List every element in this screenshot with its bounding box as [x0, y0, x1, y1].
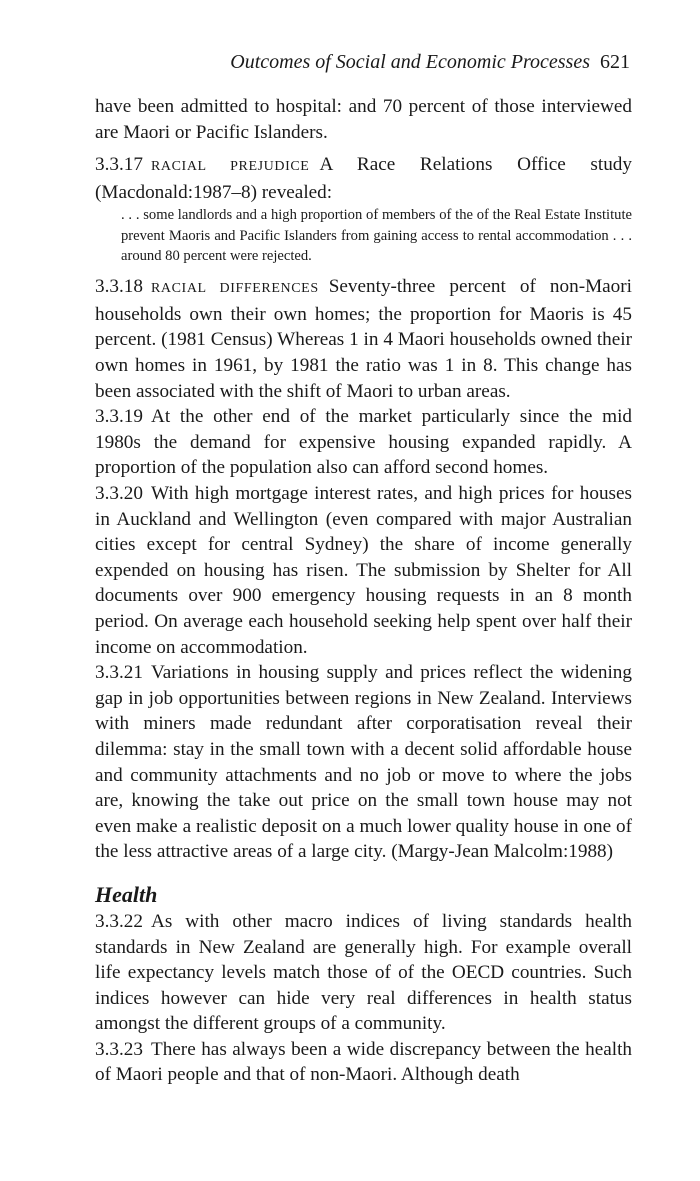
- paragraph-number: 3.3.18: [95, 276, 143, 298]
- paragraph-number: 3.3.21: [95, 662, 143, 684]
- paragraph-3-3-22: [95, 909, 632, 1037]
- paragraph-3-3-21: [95, 660, 632, 865]
- paragraph-label: RACIAL PREJUDICE: [150, 159, 310, 175]
- page-number: 621: [600, 51, 630, 73]
- paragraph-label: RACIAL DIFFERENCES: [150, 281, 319, 297]
- paragraph-text: A Race Relations Office study (Macdonald:1987–8) revealed:: [95, 154, 632, 203]
- quote-text: . . . some landlords and a high proportion of members of the of the Real Estate Institute prevent Maoris and Pacific Islanders from gaining access to rental accommodation . . . around 80 percent were rejected.: [121, 207, 632, 264]
- paragraph-text: With high mortgage interest rates, and high prices for houses in Auckland and Wellington (even compared with major Australian cities except for central Sydney) the share of income generally expended on housing has risen. The submission by Shelter for All documents over 900 emergency housing requests in an 8 month period. On average each household seeking help spent over half their income on accommodation.: [95, 483, 632, 658]
- paragraph-number: 3.3.19: [95, 406, 143, 428]
- running-header: [95, 50, 630, 74]
- page-body: [95, 94, 632, 1088]
- paragraph-3-3-23: [95, 1037, 632, 1088]
- paragraph-number: 3.3.22: [95, 910, 143, 932]
- section-heading-health: Health: [95, 881, 158, 907]
- paragraph-3-3-18: [95, 274, 632, 404]
- paragraph-number: 3.3.17: [95, 154, 143, 176]
- paragraph-3-3-17: [95, 152, 632, 205]
- paragraph-number: 3.3.23: [95, 1038, 143, 1060]
- paragraph-number: 3.3.20: [95, 483, 143, 505]
- paragraph-3-3-19: [95, 404, 632, 481]
- paragraph-text: Variations in housing supply and prices reflect the widening gap in job opportunities between regions in New Zealand. Interviews with miners made redundant after corporatisation reveal their dilemma: stay in the small town with a decent solid affordable house and community attachments and no job or move to where the jobs are, knowing the take out price on the small town house may not even make a realistic deposit on a much lower quality house in one of the less attractive areas of a large city. (Margy-Jean Malcolm:1988): [95, 662, 632, 863]
- paragraph-text: have been admitted to hospital: and 70 percent of those interviewed are Maori or Pacific Islanders.: [95, 96, 632, 143]
- paragraph-text: At the other end of the market particularly since the mid 1980s the demand for expensive housing expanded rapidly. A proportion of the population also can afford second homes.: [95, 406, 632, 479]
- paragraph-3-3-20: [95, 481, 632, 660]
- running-title: Outcomes of Social and Economic Processes: [230, 51, 590, 73]
- block-quote: [121, 205, 632, 266]
- paragraph-text: Seventy-three percent of non-Maori households own their own homes; the proportion for Maoris is 45 percent. (1981 Census) Whereas 1 in 4 Maori households owned their own homes in 1961, by 1981 the ratio was 1 in 8. This change has been associated with the shift of Maori to urban areas.: [95, 276, 632, 402]
- paragraph-continued: [95, 94, 632, 145]
- paragraph-text: As with other macro indices of living standards health standards in New Zealand are generally high. For example overall life expectancy levels match those of of the OECD countries. Such indices however can hide very real differences in health status amongst the different groups of a community.: [95, 910, 632, 1035]
- paragraph-text: There has always been a wide discrepancy between the health of Maori people and that of non-Maori. Although death: [95, 1038, 632, 1086]
